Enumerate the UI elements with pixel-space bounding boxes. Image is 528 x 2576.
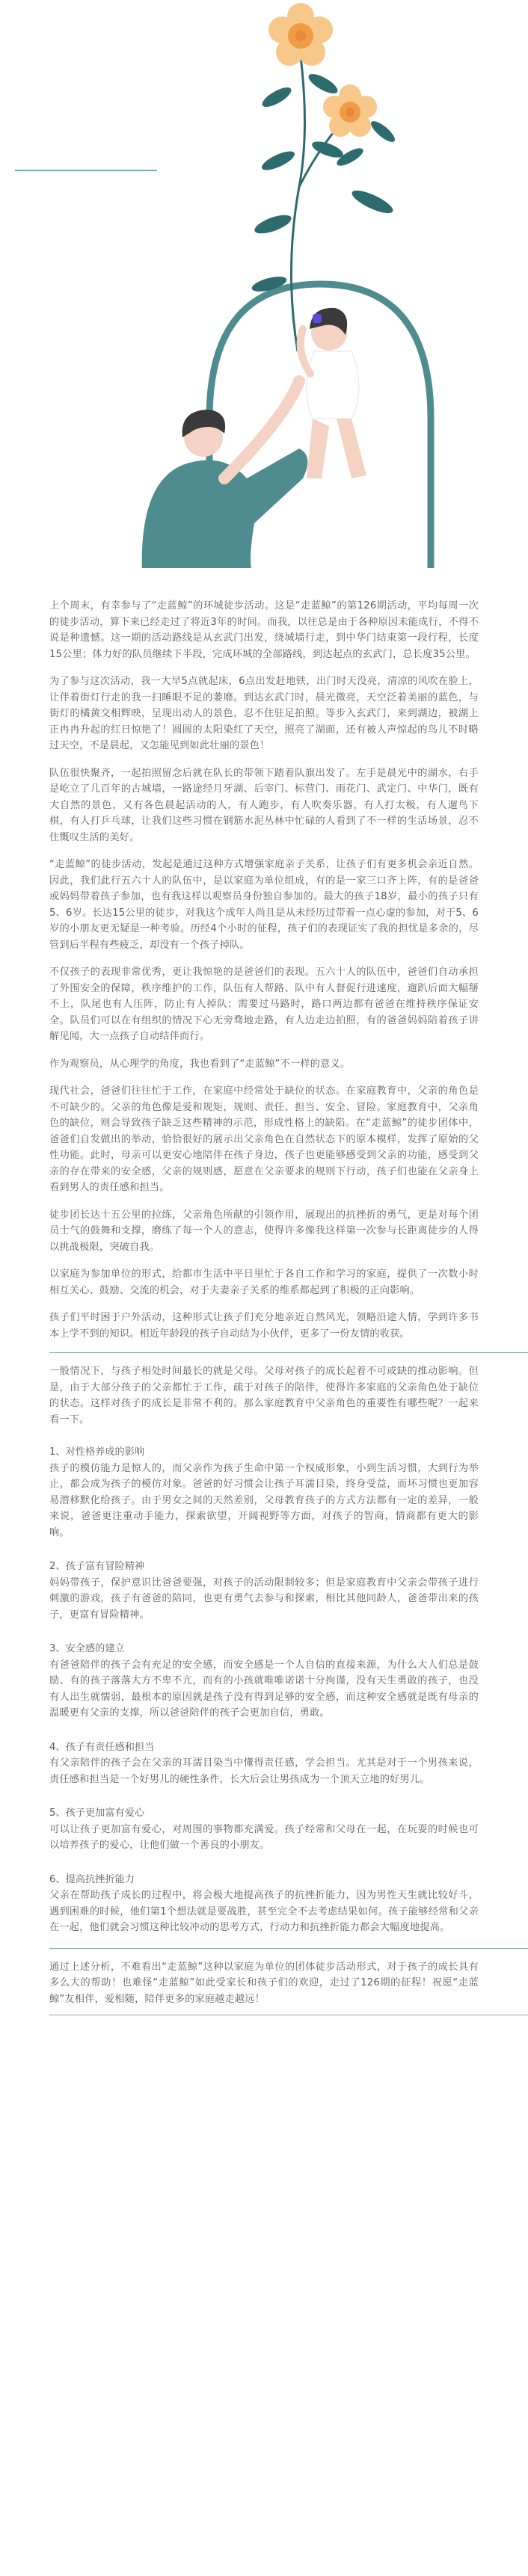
- paragraph: 现代社会，爸爸们往往忙于工作，在家庭中经常处于缺位的状态。在家庭教育中，父亲的角色是不可缺少的。父亲的角色像是爱和规矩，规则、责任、担当、安全、冒险。家庭教育中，父亲角色的缺位，则会导致孩子缺乏这些精神的示范，形成性格上的缺陷。在“走蓝鲸”的徒步团体中，爸爸们自发做出的举动，恰恰很好的展示出父亲角色在自然状态下的原本模样，发挥了原始的父性功能。此时，母亲可以更安心地陪伴在孩子身边，孩子也更能够感受到父亲的功能，感受到父亲的存在带来的安全感，父亲的规则感，愿意在父亲要求的规则下行动，孩子们也能在父亲身上看到男人的责任感和担当。: [49, 1085, 479, 1193]
- child-figure: [306, 351, 359, 419]
- section-heading: 6、提高抗挫折能力: [49, 1873, 135, 1885]
- paragraph: 队伍很快聚齐，一起拍照留念后就在队长的带领下踏着队旗出发了。左手是晨光中的湖水，右手是屹立了几百年的古城墙，一路途经月牙湖、后宰门、标营门、雨花门、武定门、中华门，既有大自然的景色，又有各色晨起活动的人，有人跑步，有人吹奏乐器，有人打太极，有人遛鸟下棋，有人打乒乓球，让我们这些习惯在钢筋水泥丛林中忙碌的人看到了不一样的生活场景，忍不住慨叹生活的美好。: [49, 767, 479, 843]
- sections-list: [49, 1444, 479, 1936]
- section-body: 父亲在帮助孩子成长的过程中，将会极大地提高孩子的抗挫折能力，因为男性天生就比较好斗，遇到困难的时候，他们第1个想法就是要战胜，甚至完全不去考虑结果如何。孩子能够经常和父亲在一起，他们就会习惯这种比较冲动的思考方式，行动力和抗挫折能力都会大幅度地提高。: [49, 1890, 479, 1933]
- paragraph: 以家庭为参加单位的形式，给都市生活中平日里忙于各自工作和学习的家庭，提供了一次数小时相互关心、鼓励、交流的机会，对于夫妻亲子关系的维系都起到了积极的正向影响。: [49, 1269, 479, 1296]
- section-body: 孩子的模仿能力是惊人的，而父亲作为孩子生命中第一个权威形象，小到生活习惯，大到行为举止，都会成为孩子的模仿对象。爸爸的好习惯会让孩子耳濡目染，终身受益，而坏习惯也更加容易潜移默化给孩子。由于男女之间的天然差别，父母教育孩子的方式方法都有一定的差异，一般来说，爸爸更注重动手能力，探索欲望，开阔视野等方面，对孩子的智商，情商都有更大的影响。: [49, 1462, 479, 1538]
- parent-child-illustration: [0, 0, 528, 568]
- closing-paragraph: 通过上述分析，不难看出“走蓝鲸”这种以家庭为单位的团体徒步活动形式，对于孩子的成长具有多么大的帮助！也难怪“走蓝鲸”如此受家长和孩子们的欢迎，走过了126期的征程！祝愿“走蓝鲸”友相伴，爱相随，陪伴更多的家庭越走越远！: [49, 1961, 479, 2005]
- section-item: [49, 1444, 479, 1541]
- section-divider: [49, 1352, 528, 1353]
- section-item: [49, 1805, 479, 1854]
- paragraph: “走蓝鲸”的徒步活动，发起是通过这种方式增强家庭亲子关系，让孩子们有更多机会亲近自然。因此，我们此行五六十人的队伍中，是以家庭为单位组成，有的是一家三口齐上阵，有的是爸爸或妈妈带着孩子参加，也有我这样以观察员身份独自参加的。最大的孩子18岁，最小的孩子只有5、6岁。长达15公里的徒步，对我这个成年人尚且是从未经历过带着一点心虚的参加，对于5、6岁的小朋友更无疑是一种考验。历经4个小时的征程，孩子们的表现证实了我的担忧是多余的，尽管到后半程有些疲乏，却没有一个孩子掉队。: [49, 859, 479, 951]
- paragraph: 徒步团长达十五公里的拉练，父亲角色所献的引领作用，展现出的抗挫折的勇气，更是对每个团员士气的鼓舞和支撑，磨练了每一个人的意志，使得许多像我这样第一次参与长距离徒步的人得以挑战极限，突破自我。: [49, 1209, 479, 1253]
- section-body: 有爸爸陪伴的孩子会有充足的安全感，而安全感是一个人自信的直接来源，为什么大人们总是鼓励、有的孩子落落大方不卑不亢，而有的小孩就唯唯诺诺十分拘谨，没有天生勇敢的孩子，也没有人出生就懦弱，最根本的原因就是孩子没有得到足够的安全感，而这种安全感就是既有母亲的温暖更有父亲的支撑，所以爸爸陪伴的孩子会更加自信，勇敢。: [49, 1659, 479, 1719]
- section-item: [49, 1740, 479, 1788]
- parent-figure: [142, 449, 308, 568]
- section-heading: 5、孩子更加富有爱心: [49, 1808, 145, 1819]
- section-item: [49, 1559, 479, 1623]
- section-item: [49, 1872, 479, 1936]
- section-heading: 1、对性格养成的影响: [49, 1446, 145, 1458]
- section-item: [49, 1641, 479, 1722]
- section-body: 有父亲陪伴的孩子会在父亲的耳濡目染当中懂得责任感，学会担当。尤其是对于一个男孩来说，责任感和担当是一个好男儿的硬性条件，长大后会让男孩成为一个顶天立地的好男儿。: [49, 1757, 479, 1785]
- section-body: 妈妈带孩子，保护意识比爸爸要强，对孩子的活动限制较多；但是家庭教育中父亲会带孩子进行刺激的游戏，孩子有爸爸的陪同，也更有勇气去参与和探索，相比其他同龄人，爸爸带出来的孩子，更富有冒险精神。: [49, 1577, 479, 1621]
- section-divider: [49, 1948, 528, 1949]
- flower-top: [268, 3, 333, 66]
- section-body: 可以让孩子更加富有爱心，对周围的事物都充满爱。孩子经常和父母在一起，在玩耍的时候也可以培养孩子的爱心，让他们做一个善良的小朋友。: [49, 1823, 479, 1851]
- paragraph: 作为观察员，从心理学的角度，我也看到了“走蓝鲸”不一样的意义。: [49, 1058, 351, 1070]
- paragraph: 为了参与这次活动，我一大早5点就起床，6点出发赶地铁，出门时天没亮，清凉的风吹在脸上，让伴着街灯行走的我一扫睡眼不足的萎靡。到达玄武门时，晨光微亮，天空泛着美丽的蓝色，与街灯的橘黄交相辉映，呈现出动人的景色，忍不住驻足拍照。等步入玄武门，来到湖边，被湖上正冉冉升起的红日惊艳了！圆圆的太阳染红了天空，照亮了湖面，还有被人声惊起的鸟儿不时略过天空，不是晨起，又怎能见到如此壮丽的景色！: [49, 676, 479, 751]
- section-heading: 2、孩子富有冒险精神: [49, 1561, 145, 1572]
- article-body: [49, 598, 479, 2015]
- section-heading: 4、孩子有责任感和担当: [49, 1741, 155, 1753]
- section-intro: 一般情况下，与孩子相处时间最长的就是父母。父母对孩子的成长起着不可或缺的推动影响。但是，由于大部分孩子的父亲都忙于工作，疏于对孩子的陪伴，使得许多家庭的父亲角色处于缺位的状态。这样对孩子的成长是非常不利的。那么家庭教育中父亲角色的重要性有哪些呢？一起来看一下。: [49, 1366, 479, 1426]
- paragraph: 孩子们平时困于户外活动，这种形式让孩子们充分地亲近自然风光，领略沿途人情，学到许多书本上学不到的知识。相近年龄段的孩子自动结为小伙伴，更多了一份友情的收获。: [49, 1312, 479, 1340]
- paragraph: 上个周末，有幸参与了“走蓝鲸”的环城徒步活动。这是“走蓝鲸”的第126期活动，平均每周一次的徒步活动，算下来已经走过了将近3年的时间。而我，以往总是由于各种原因未能成行，不得不说是种遗憾。这一期的活动路线是从玄武门出发，绕城墙行走，到中华门结束第一段行程，长度15公里；体力好的队员继续下半段，完成环城的全部路线，到达起点的玄武门，总长度35公里。: [49, 600, 479, 660]
- section-heading: 3、安全感的建立: [49, 1643, 125, 1654]
- paragraph: 不仅孩子的表现非常优秀，更让我惊艳的是爸爸们的表现。五六十人的队伍中，爸爸们自动承担了外围安全的保障，秩序维护的工作，队伍有人帮路、队中有人督促行进速度，遛趴后面大幅掰不上，队尾也有人压阵，防止有人掉队；需要过马路时，路口两边都有爸爸在维持秩序保证安全。队员们可以在有组织的情况下心无旁骛地走路，有人边走边拍照，有的爸爸妈妈陪着孩子讲解见闻，大一点孩子自动结伴而行。: [49, 967, 479, 1042]
